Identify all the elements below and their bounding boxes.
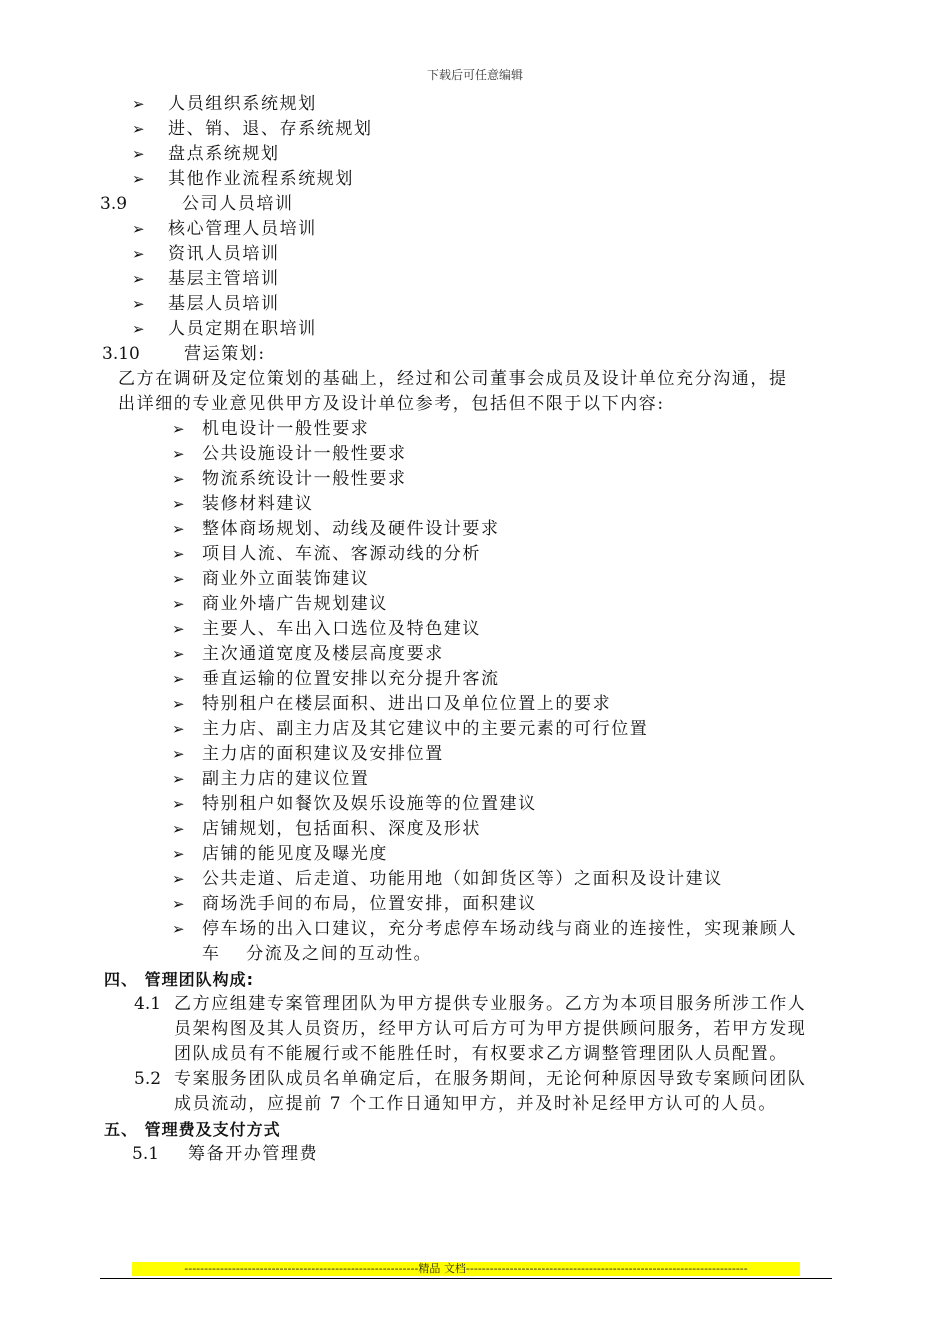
arrow-bullet-icon: ➢ (172, 795, 187, 813)
list-item: ➢ 其他作业流程系统规划 (132, 167, 354, 192)
arrow-bullet-icon: ➢ (172, 570, 187, 588)
list-item: ➢ 人员组织系统规划 (132, 92, 317, 117)
arrow-bullet-icon: ➢ (132, 95, 147, 113)
section-heading-5: 五、 管理费及支付方式 (104, 1120, 281, 1139)
footer-divider (100, 1278, 832, 1279)
paragraph-4-1-line2: 员架构图及其人员资历，经甲方认可后方可为甲方提供顾问服务，若甲方发现 (174, 1019, 807, 1039)
list-item: ➢ 主力店、副主力店及其它建议中的主要元素的可行位置 (172, 717, 648, 742)
list-item: ➢ 商场洗手间的布局，位置安排，面积建议 (172, 892, 537, 917)
section-heading-5-1: 5.1 筹备开办管理费 (132, 1144, 319, 1164)
list-item: ➢ 物流系统设计一般性要求 (172, 467, 407, 492)
list-item: ➢ 整体商场规划、动线及硬件设计要求 (172, 517, 500, 542)
arrow-bullet-icon: ➢ (172, 420, 187, 438)
arrow-bullet-icon: ➢ (172, 820, 187, 838)
arrow-bullet-icon: ➢ (132, 145, 147, 163)
list-item: ➢ 装修材料建议 (172, 492, 314, 517)
arrow-bullet-icon: ➢ (172, 845, 187, 863)
list-item: ➢ 店铺的能见度及曝光度 (172, 842, 388, 867)
arrow-bullet-icon: ➢ (172, 445, 187, 463)
footer-banner: -----------------------------------------------------------精品 文档----------------------------------------------------------------------- (132, 1262, 800, 1276)
page-header: 下载后可任意编辑 (426, 68, 523, 82)
list-item: ➢ 人员定期在职培训 (132, 317, 317, 342)
arrow-bullet-icon: ➢ (132, 245, 147, 263)
arrow-bullet-icon: ➢ (172, 470, 187, 488)
list-item: ➢ 主要人、车出入口选位及特色建议 (172, 617, 481, 642)
arrow-bullet-icon: ➢ (172, 595, 187, 613)
list-item: ➢ 店铺规划，包括面积、深度及形状 (172, 817, 481, 842)
paragraph-4-1-line3: 团队成员有不能履行或不能胜任时，有权要求乙方调整管理团队人员配置。 (174, 1044, 788, 1064)
arrow-bullet-icon: ➢ (172, 745, 187, 763)
section-heading-3-9: 3.9 公司人员培训 (100, 194, 294, 214)
paragraph-4-1-line1: 4.1 乙方应组建专案管理团队为甲方提供专业服务。乙方为本项目服务所涉工作人 (134, 994, 807, 1014)
list-item: ➢ 进、销、退、存系统规划 (132, 117, 373, 142)
paragraph-line: 出详细的专业意见供甲方及设计单位参考，包括但不限于以下内容: (118, 394, 665, 414)
list-item: ➢ 基层主管培训 (132, 267, 280, 292)
list-item: ➢ 公共走道、后走道、功能用地（如卸货区等）之面积及设计建议 (172, 867, 723, 892)
list-item: ➢ 项目人流、车流、客源动线的分析 (172, 542, 481, 567)
list-item: ➢ 基层人员培训 (132, 292, 280, 317)
list-item: ➢ 商业外墙广告规划建议 (172, 592, 388, 617)
arrow-bullet-icon: ➢ (132, 295, 147, 313)
list-item: ➢ 特别租户如餐饮及娱乐设施等的位置建议 (172, 792, 537, 817)
list-item: ➢ 商业外立面装饰建议 (172, 567, 369, 592)
list-item: ➢ 特别租户在楼层面积、进出口及单位位置上的要求 (172, 692, 611, 717)
section-heading-3-10: 3.10 营运策划: (102, 344, 266, 364)
arrow-bullet-icon: ➢ (172, 920, 187, 938)
arrow-bullet-icon: ➢ (172, 670, 187, 688)
paragraph-5-2-line1: 5.2 专案服务团队成员名单确定后，在服务期间，无论何种原因导致专案顾问团队 (134, 1069, 807, 1089)
list-item: ➢ 盘点系统规划 (132, 142, 280, 167)
arrow-bullet-icon: ➢ (172, 870, 187, 888)
arrow-bullet-icon: ➢ (172, 495, 187, 513)
list-item: ➢ 主次通道宽度及楼层高度要求 (172, 642, 444, 667)
arrow-bullet-icon: ➢ (172, 520, 187, 538)
list-item: ➢ 主力店的面积建议及安排位置 (172, 742, 444, 767)
list-item: ➢ 机电设计一般性要求 (172, 417, 369, 442)
arrow-bullet-icon: ➢ (132, 120, 147, 138)
arrow-bullet-icon: ➢ (172, 895, 187, 913)
list-item: ➢ 资讯人员培训 (132, 242, 280, 267)
arrow-bullet-icon: ➢ (132, 270, 147, 288)
arrow-bullet-icon: ➢ (172, 720, 187, 738)
list-item: ➢ 垂直运输的位置安排以充分提升客流 (172, 667, 500, 692)
arrow-bullet-icon: ➢ (172, 770, 187, 788)
list-item: ➢ 停车场的出入口建议，充分考虑停车场动线与商业的连接性，实现兼顾人 (172, 917, 797, 942)
arrow-bullet-icon: ➢ (172, 695, 187, 713)
arrow-bullet-icon: ➢ (132, 320, 147, 338)
arrow-bullet-icon: ➢ (172, 645, 187, 663)
paragraph-line: 乙方在调研及定位策划的基础上，经过和公司董事会成员及设计单位充分沟通，提 (118, 369, 788, 389)
list-item: ➢ 核心管理人员培训 (132, 217, 317, 242)
section-heading-4: 四、 管理团队构成: (104, 970, 254, 989)
list-item: ➢ 公共设施设计一般性要求 (172, 442, 407, 467)
list-item-continuation: 车 分流及之间的互动性。 (202, 944, 433, 964)
arrow-bullet-icon: ➢ (132, 170, 147, 188)
paragraph-5-2-line2: 成员流动，应提前 7 个工作日通知甲方，并及时补足经甲方认可的人员。 (174, 1094, 778, 1114)
arrow-bullet-icon: ➢ (132, 220, 147, 238)
arrow-bullet-icon: ➢ (172, 620, 187, 638)
list-item: ➢ 副主力店的建议位置 (172, 767, 369, 792)
arrow-bullet-icon: ➢ (172, 545, 187, 563)
